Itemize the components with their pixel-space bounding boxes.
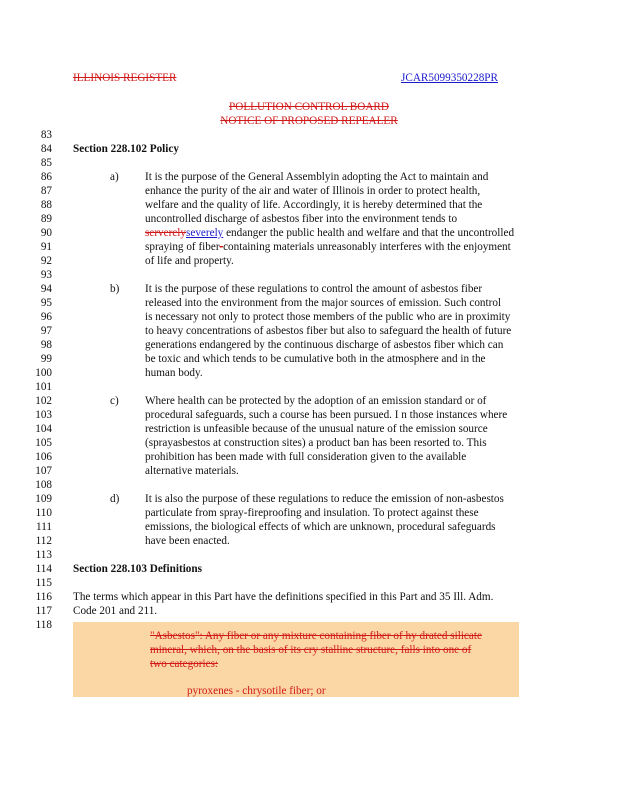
paragraph-a-line: welfare and the quality of life. Accordingly, it is hereby determined that the [145,199,483,211]
line-number: 104 [35,423,52,435]
line-text: spraying of fiber [145,241,220,253]
paragraph-b-line: It is the purpose of these regulations to control the amount of asbestos fiber [145,283,483,295]
item-label-d: d) [110,493,120,505]
line-number: 102 [35,395,52,407]
paragraph-a-line: uncontrolled discharge of asbestos fiber into the environment tends to [145,213,458,225]
line-number: 94 [40,283,52,295]
deleted-definition-box [73,622,519,697]
deleted-text: - [219,241,224,253]
line-text: endanger the public health and welfare and that the uncontrolled [223,227,515,239]
line-text: containing materials unreasonably interferes with the enjoyment [223,241,511,253]
line-number: 88 [40,199,52,211]
line-number: 97 [40,325,52,337]
paragraph-b-line: is necessary not only to protect those members of the public who are in proximity [145,311,511,323]
item-label-c: c) [110,395,119,407]
inserted-text: severely [186,227,224,239]
line-number: 99 [40,353,52,365]
line-number: 100 [35,367,52,379]
register-name: ILLINOIS REGISTER [73,72,177,84]
paragraph-d-line: It is also the purpose of these regulations to reduce the emission of non-asbestos [145,493,504,505]
line-number: 114 [35,563,52,575]
paragraph-d-line: have been enacted. [145,535,230,547]
definition-line: mineral, which, on the basis of its cry stalline structure, falls into one of [150,644,472,656]
line-number: 91 [40,241,52,253]
line-number: 110 [35,507,52,519]
definitions-intro-line: The terms which appear in this Part have the definitions specified in this Part and 35 Ill. Adm. [73,591,494,603]
line-number: 117 [35,605,52,617]
line-number: 103 [35,409,52,421]
line-number: 109 [35,493,52,505]
line-number: 84 [40,143,52,155]
paragraph-a-line: of life and property. [145,255,234,267]
paragraph-c-line: prohibition has been made with full consideration given to the available [145,451,467,463]
paragraph-a-line [145,241,511,253]
line-number: 93 [40,269,52,281]
line-number: 105 [35,437,52,449]
line-number: 107 [35,465,52,477]
section-heading-definitions: Section 228.103 Definitions [73,563,202,575]
definition-subitem: pyroxenes - chrysotile fiber; or [187,685,326,697]
line-number: 111 [36,521,52,533]
paragraph-b-line: human body. [145,367,203,379]
paragraph-a-line [145,227,514,239]
paragraph-a-line: It is the purpose of the General Assemblyin adopting the Act to maintain and [145,171,489,183]
line-number: 116 [35,591,52,603]
line-number: 118 [35,619,52,631]
line-number: 83 [40,129,52,141]
deleted-text: serverely [145,227,186,239]
line-number: 89 [40,213,52,225]
line-number: 92 [40,255,52,267]
line-number: 115 [35,577,52,589]
paragraph-c-line: alternative materials. [145,465,239,477]
paragraph-d-line: particulate from spray-fireproofing and insulation. To protect against these [145,507,479,519]
jcar-code-link[interactable]: JCAR5099350228PR [401,72,498,84]
item-label-b: b) [110,283,120,295]
line-number: 96 [40,311,52,323]
paragraph-c-line: (sprayasbestos at construction sites) a product ban has been resorted to. This [145,437,487,449]
line-number: 106 [35,451,52,463]
notice-title: NOTICE OF PROPOSED REPEALER [220,115,398,127]
paragraph-d-line: emissions, the biological effects of which are unknown, procedural safeguards [145,521,496,533]
line-number: 85 [40,157,52,169]
line-number: 112 [35,535,52,547]
definition-line: "Asbestos": Any fiber or any mixture containing fiber of hy drated silicate [150,630,482,642]
definitions-intro-line: Code 201 and 211. [73,605,158,617]
section-heading-policy: Section 228.102 Policy [73,143,179,155]
line-number: 108 [35,479,52,491]
paragraph-c-line: restriction is unfeasible because of the unusual nature of the emission source [145,423,488,435]
paragraph-b-line: be toxic and which tends to be cumulative both in the atmosphere and in the [145,353,486,365]
line-number: 87 [40,185,52,197]
paragraph-a-line: enhance the purity of the air and water of Illinois in order to protect health, [145,185,481,197]
line-number: 101 [35,381,52,393]
line-number: 113 [35,549,52,561]
line-number: 95 [40,297,52,309]
paragraph-b-line: to heavy concentrations of asbestos fiber but also to safeguard the health of future [145,325,512,337]
definition-line: two categories: [150,658,219,670]
paragraph-b-line: generations endangered by the continuous discharge of asbestos fiber which can [145,339,504,351]
paragraph-c-line: Where health can be protected by the adoption of an emission standard or of [145,395,487,407]
paragraph-c-line: procedural safeguards, such a course has been pursued. I n those instances where [145,409,508,421]
item-label-a: a) [110,171,119,183]
line-number: 90 [40,227,52,239]
paragraph-b-line: released into the environment from the major sources of emission. Such control [145,297,502,309]
board-title: POLLUTION CONTROL BOARD [229,101,389,113]
line-number: 98 [40,339,52,351]
line-number: 86 [40,171,52,183]
